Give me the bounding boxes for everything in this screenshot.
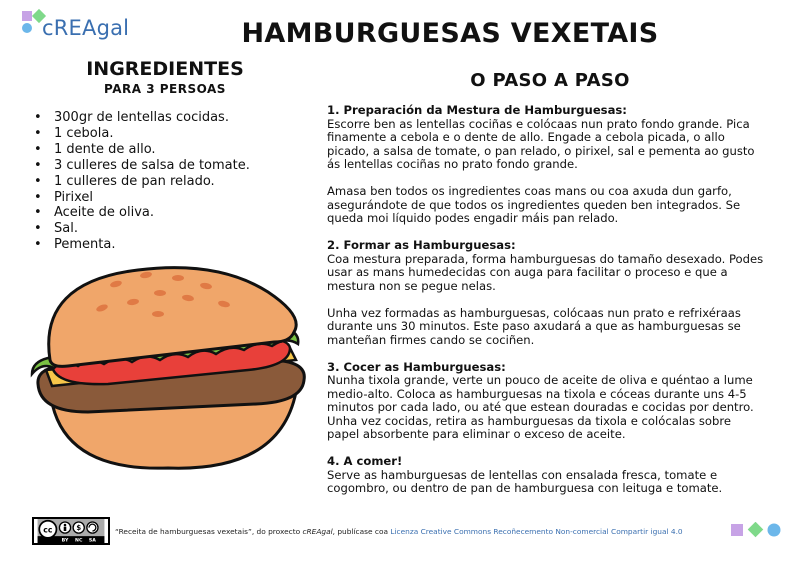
bullet-icon: • (34, 110, 42, 125)
step-text-line: durante uns 30 minutos. Este paso axudará a que as hamburguesas se (327, 319, 741, 333)
by-label: BY (61, 538, 69, 544)
step-text-line: queda moi líquido podes engadir máis pan relado. (327, 211, 619, 225)
blue-circle-icon (768, 524, 781, 537)
step-text-line: cogombro, ou dentro de pan de hamburguesa con leituga e tomate. (327, 481, 723, 495)
step-text-line: Serve as hamburguesas de lentellas con ensalada fresca, tomate e (327, 467, 718, 482)
step-text-line: Escorre ben as lentellas cociñas e colócaas nun prato fondo grande. Pica (327, 116, 750, 131)
ingredients-list (34, 110, 304, 253)
steps-heading: O PASO A PASO (470, 70, 630, 91)
step-2-title: 2. Formar as Hamburguesas: (327, 238, 516, 252)
sa-label: SA (88, 538, 96, 544)
list-item: • Pirixel (34, 189, 94, 205)
step-3-title: 3. Cocer as Hamburguesas: (327, 359, 506, 374)
list-item: • Aceite de oliva. (34, 205, 155, 221)
logo-circle-blue (22, 23, 32, 33)
list-item: • 300gr de lentellas cocidas. (34, 110, 229, 125)
list-item: • 1 dente de allo. (34, 141, 156, 157)
step-text-line: picado, a salsa de tomate, o pan relado, o pirixel, sal e pementa ao gusto (327, 143, 755, 158)
bullet-icon: • (34, 221, 42, 237)
bullet-icon: • (34, 125, 42, 141)
bullet-icon: • (34, 173, 42, 189)
step-text-line: Amasa ben todos os ingredientes coas mans ou coa axuda dun garfo, (327, 184, 732, 198)
bullet-icon: • (34, 189, 42, 205)
footer (0, 514, 800, 550)
license-credit: “Receita de hamburguesas vexetais”, do proxecto cREAgal, publícase coa Licenza Creative Commons Recoñecemento Non-comercial Compartir igual 4.0 (115, 527, 683, 536)
step-text-line: papel absorbente para eliminar o exceso de aceite. (327, 427, 626, 441)
nc-label: NC (75, 538, 83, 544)
step-text-line: Unha vez cocidas, retira as hamburguesas da tixola e colócalas sobre (327, 413, 731, 428)
footer-shapes-icon (731, 522, 781, 538)
bullet-icon: • (34, 237, 42, 253)
ingredients-heading: INGREDIENTES (86, 58, 244, 80)
purple-square-icon (731, 524, 743, 536)
list-item: • Sal. (34, 221, 78, 237)
step-4-title: 4. A comer! (327, 454, 403, 468)
logo-text: cREAgal (42, 16, 130, 40)
step-text-line: minutos por cada lado, ou até que estean douradas e cocidas por dentro. (327, 400, 754, 414)
burger-illustration (28, 262, 310, 472)
logo-square-purple (22, 11, 32, 21)
bullet-icon: • (34, 205, 42, 221)
license-link[interactable]: Licenza Creative Commons Recoñecemento Non-comercial Compartir igual 4.0 (390, 527, 683, 536)
step-text-line: medio-alto. Coloca as hamburguesas na tixola e cóceas durante uns 4-5 (327, 386, 747, 401)
list-item: • 1 culleres de pan relado. (34, 173, 215, 189)
step-text-line: usar as mans humedecidas con auga para facilitar o proceso e que a (327, 265, 728, 279)
step-text-line: mestura non se pegue nelas. (327, 278, 496, 293)
step-text-line: Nunha tixola grande, verte un pouco de aceite de oliva e quéntao a lume (327, 373, 753, 387)
list-item: • Pementa. (34, 237, 116, 253)
step-text-line: asegurándote de que todos os ingredientes queden ben integrados. Se (327, 197, 741, 212)
step-1-title: 1. Preparación da Mestura de Hamburguesas: (327, 103, 627, 117)
cc-by-nc-sa-badge[interactable] (32, 517, 110, 545)
step-text-line: Unha vez formadas as hamburguesas, colócaas nun prato e refrixéraas (327, 305, 741, 320)
bullet-icon: • (34, 141, 42, 157)
step-text-line: manteñan firmes cando se cociñen. (327, 332, 535, 347)
ingredients-subheading: PARA 3 PERSOAS (104, 82, 226, 96)
cc-icon: cc (43, 525, 53, 535)
step-text-line: finamente a cebola e o dente de allo. Engade a cebola picada, o allo (327, 130, 725, 144)
steps-section (327, 104, 772, 496)
list-item: • 1 cebola. (34, 125, 114, 141)
list-item: • 3 culleres de salsa de tomate. (34, 157, 250, 173)
svg-text:$: $ (76, 524, 82, 533)
creagal-logo (14, 8, 144, 44)
page-title: HAMBURGUESAS VEXETAIS (241, 18, 659, 49)
step-text-line: Coa mestura preparada, forma hamburguesas do tamaño desexado. Podes (327, 251, 764, 266)
bullet-icon: • (34, 157, 42, 173)
project-name: cREAgal (302, 527, 333, 536)
step-text-line: ás lentellas cociñas no prato fondo grande. (327, 157, 578, 171)
green-diamond-icon (748, 522, 764, 537)
